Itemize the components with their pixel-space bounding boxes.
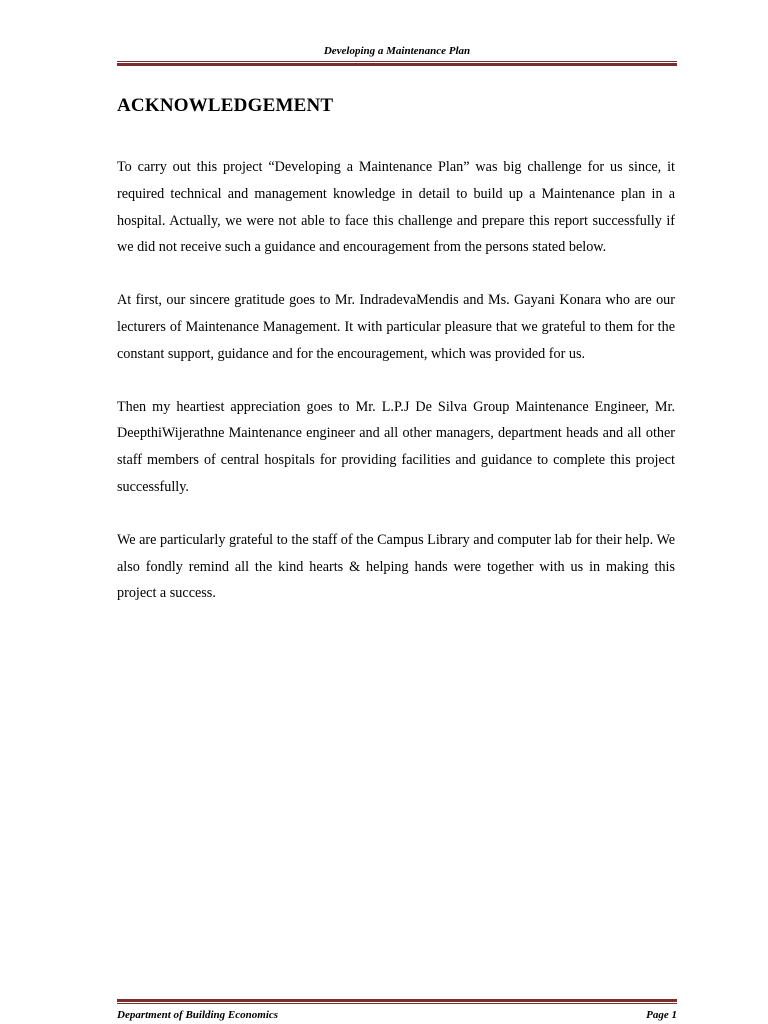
footer-page-number: Page 1 [646,1009,677,1021]
body-text [117,154,675,633]
footer-rule [117,999,677,1004]
paragraph-4: We are particularly grateful to the staff of the Campus Library and computer lab for their help. We also fondly remind all the kind hearts & helping hands were together with us in making this project a success. [117,531,675,602]
paragraph-1: To carry out this project “Developing a Maintenance Plan” was big challenge for us since, it required technical and management knowledge in detail to build up a Maintenance plan in a hospital. Actually, we were not able to face this challenge and prepare this report successfully if we did not receive such a guidance and encouragement from the persons stated below. [117,159,675,256]
paragraph-2: At first, our sincere gratitude goes to Mr. IndradevaMendis and Ms. Gayani Konara who are our lecturers of Maintenance Management. It with particular pleasure that we grateful to them for the constant support, guidance and for the encouragement, which was provided for us. [117,292,675,362]
page-title: ACKNOWLEDGEMENT [117,95,334,116]
header-rule-thin [117,61,677,62]
paragraph-3: Then my heartiest appreciation goes to Mr. L.P.J De Silva Group Maintenance Engineer, Mr. DeepthiWijerathne Maintenance engineer and all other managers, department heads and all other staff members of central hospitals for providing facilities and guidance to complete this project successfully. [117,398,675,495]
running-header: Developing a Maintenance Plan [323,45,471,57]
footer-rule-thick [117,999,677,1002]
footer-department: Department of Building Economics [117,1009,279,1021]
header-rule-thick [117,63,677,66]
header-rule [117,61,677,66]
footer-rule-thin [117,1003,677,1004]
